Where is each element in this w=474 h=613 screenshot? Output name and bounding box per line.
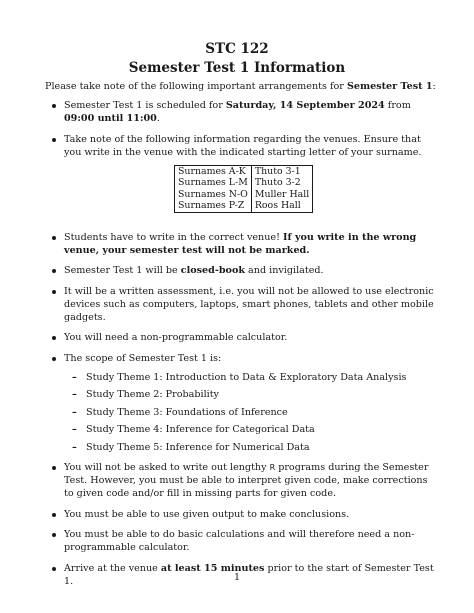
schedule-from: from	[384, 100, 411, 111]
closed-book-emphasis: closed-book	[180, 265, 245, 276]
arrival-end: prior to the start of Semester Test 1.	[64, 562, 434, 587]
scope-item: – Study Theme 5: Inference for Numerical Data	[64, 441, 435, 454]
course-code: STC 122	[205, 41, 269, 57]
venue-table-row	[175, 189, 313, 201]
list-item-schedule	[45, 99, 435, 125]
surname-range-cell: Surnames P-Z	[175, 200, 252, 212]
list-item-calculator: You will need a non-programmable calculator.	[45, 331, 435, 344]
list-item-output: You must be able to use given output to make conclusions.	[45, 508, 435, 521]
arrival-text: Arrive at the venue	[64, 562, 161, 574]
list-item-correct-venue	[45, 231, 435, 257]
schedule-end: .	[156, 113, 160, 124]
page-number: 1	[233, 572, 241, 583]
surname-range-cell: Surnames L-M	[175, 177, 252, 189]
arrangements-list	[45, 99, 435, 595]
closed-book-text: Semester Test 1 will be	[64, 265, 181, 276]
list-item-closed-book	[45, 264, 435, 277]
scope-intro: The scope of Semester Test 1 is:	[64, 352, 222, 364]
venue-cell: Muller Hall	[254, 188, 310, 200]
correct-venue-text: Students have to write in the correct venue!	[64, 231, 283, 243]
page-title: Semester Test 1 Information	[128, 60, 346, 76]
scope-item: – Study Theme 4: Inference for Categorical Data	[64, 423, 435, 436]
intro-prefix: Please take note of the following important arrangements for	[45, 81, 347, 92]
list-item-basic-calculations: You must be able to do basic calculations and will therefore need a non-programmable calculator.	[45, 528, 435, 554]
scope-list	[64, 371, 435, 454]
r-language-name: R	[269, 463, 276, 472]
wrong-venue-warning: If you write in the wrong venue, your semester test will not be marked.	[64, 231, 417, 256]
intro-suffix: :	[432, 81, 436, 92]
test-time: 09:00 until 11:00	[64, 113, 157, 124]
scope-item: – Study Theme 3: Foundations of Inference	[64, 406, 435, 419]
venue-table	[174, 165, 313, 213]
venue-cell: Roos Hall	[254, 200, 301, 211]
venue-cell: Thuto 3-1	[254, 165, 301, 177]
r-programs-text: You will not be asked to write out lengthy	[64, 462, 270, 473]
venues-note: Take note of the following information regarding the venues. Ensure that you write in the venue with the indicated starting letter of your surname.	[64, 133, 422, 158]
venue-cell: Thuto 3-2	[254, 177, 301, 188]
scope-item: – Study Theme 1: Introduction to Data & Exploratory Data Analysis	[64, 371, 435, 384]
venue-table-row	[175, 177, 313, 189]
r-programs-rest: programs during the Semester Test. However, you must be able to interpret given code, make corrections to given code and/or fill in missing parts for given code.	[64, 462, 429, 499]
scope-item: – Study Theme 2: Probability	[64, 388, 435, 401]
closed-book-end: and invigilated.	[245, 265, 324, 276]
arrival-emphasis: at least 15 minutes	[160, 562, 265, 574]
list-item-venues	[45, 133, 435, 213]
surname-range-cell: Surnames N-O	[175, 189, 252, 201]
intro-emphasis: Semester Test 1	[346, 81, 433, 92]
list-item-scope	[45, 352, 435, 454]
surname-range-cell: Surnames A-K	[175, 165, 252, 177]
schedule-text: Semester Test 1 is scheduled for	[64, 100, 226, 111]
test-date: Saturday, 14 September 2024	[225, 100, 385, 111]
list-item-written-assessment: It will be a written assessment, i.e. you will not be allowed to use electronic devices such as computers, laptops, smart phones, tablets and other mobile gadgets.	[45, 285, 435, 324]
venue-table-row	[175, 165, 313, 177]
list-item-r-programs	[45, 461, 435, 500]
venue-table-row	[175, 200, 313, 212]
intro-paragraph	[45, 80, 445, 93]
